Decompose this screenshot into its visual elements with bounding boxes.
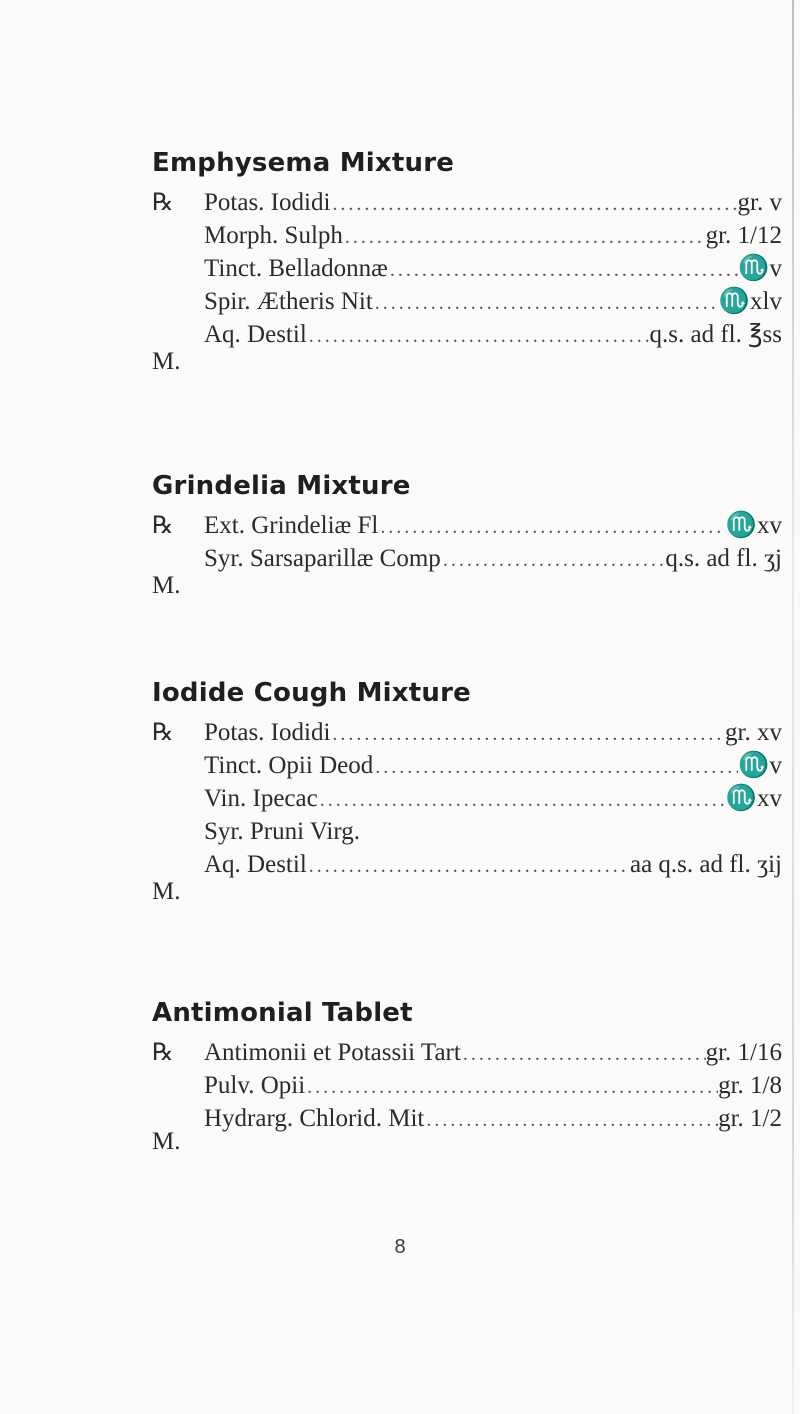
ingredient-line — [152, 219, 782, 252]
ingredient-dose: q.s. ad fl. ʒj — [665, 545, 782, 572]
ingredient-name: Tinct. Belladonnæ — [204, 255, 388, 282]
ingredient-name: Antimonii et Potassii Tart — [204, 1039, 461, 1066]
dot-leader — [373, 287, 719, 318]
ingredient-dose: gr. v — [737, 189, 782, 216]
dot-leader — [330, 188, 737, 219]
prescription-symbol: ℞ — [152, 188, 174, 216]
ingredient-dose: ♏xlv — [718, 288, 782, 315]
ingredient-line — [152, 848, 782, 881]
formula-iodide-cough-mixture — [152, 676, 782, 908]
prescription-symbol: ℞ — [152, 1038, 174, 1066]
ingredient-name: Spir. Ætheris Nit — [204, 288, 373, 315]
dot-leader — [318, 784, 726, 815]
ingredient-line — [152, 815, 782, 848]
ingredient-line — [152, 542, 782, 575]
formula-emphysema-mixture — [152, 146, 782, 378]
dot-leader — [373, 751, 738, 782]
ingredient-dose: gr. 1/8 — [718, 1072, 782, 1099]
dot-leader — [330, 718, 725, 749]
dot-leader — [461, 1038, 706, 1069]
formula-title: Grindelia Mixture — [152, 471, 411, 501]
ingredient-line — [152, 1102, 782, 1135]
ingredient-dose: gr. 1/12 — [705, 222, 782, 249]
misce-instruction: M. — [152, 1128, 181, 1155]
ingredient-line — [152, 285, 782, 318]
misce-instruction: M. — [152, 878, 181, 905]
ingredient-dose: gr. 1/2 — [718, 1105, 782, 1132]
ingredient-name: Potas. Iodidi — [204, 189, 331, 216]
dot-leader — [307, 850, 630, 881]
ingredient-name: Tinct. Opii Deod — [204, 752, 374, 779]
ingredient-line — [152, 1069, 782, 1102]
formula-antimonial-tablet — [152, 996, 782, 1158]
dot-leader — [307, 320, 650, 351]
ingredient-line — [152, 716, 782, 749]
page-number: 8 — [394, 1236, 406, 1258]
ingredient-dose: ♏xv — [725, 785, 782, 812]
ingredient-dose: ♏v — [738, 752, 782, 779]
ingredient-line — [152, 252, 782, 285]
ingredient-name: Hydrarg. Chlorid. Mit — [204, 1105, 425, 1132]
ingredient-name: Morph. Sulph — [204, 222, 343, 249]
ingredient-name: Syr. Sarsaparillæ Comp — [204, 545, 441, 572]
ingredient-name: Ext. Grindeliæ Fl — [204, 512, 379, 539]
ingredient-dose: ♏v — [738, 255, 782, 282]
ingredient-dose: q.s. ad fl. ℥ss — [649, 321, 782, 348]
dot-leader — [441, 544, 666, 575]
ingredient-name: Potas. Iodidi — [204, 719, 331, 746]
ingredient-name: Syr. Pruni Virg. — [204, 818, 360, 845]
formula-title: Emphysema Mixture — [152, 148, 455, 178]
ingredient-dose: ♏xv — [725, 512, 782, 539]
ingredient-name: Aq. Destil — [204, 321, 307, 348]
ingredient-line — [152, 1036, 782, 1069]
ingredient-dose: gr. 1/16 — [705, 1039, 782, 1066]
misce-instruction: M. — [152, 572, 181, 599]
dot-leader — [343, 221, 706, 252]
dot-leader — [424, 1104, 718, 1135]
ingredient-name: Vin. Ipecac — [204, 785, 318, 812]
formula-title: Antimonial Tablet — [152, 998, 413, 1028]
ingredient-name: Aq. Destil — [204, 851, 307, 878]
ingredient-line — [152, 509, 782, 542]
formula-grindelia-mixture — [152, 469, 782, 602]
prescription-symbol: ℞ — [152, 511, 174, 539]
misce-instruction: M. — [152, 348, 181, 375]
ingredient-dose: gr. xv — [725, 719, 782, 746]
ingredient-name: Pulv. Opii — [204, 1072, 306, 1099]
prescription-symbol: ℞ — [152, 718, 174, 746]
ingredient-line — [152, 749, 782, 782]
ingredient-line — [152, 186, 782, 219]
dot-leader — [388, 254, 739, 285]
dot-leader — [378, 511, 726, 542]
page-edge-shadow — [792, 0, 794, 1414]
ingredient-dose: aa q.s. ad fl. ʒij — [629, 851, 782, 878]
formula-title: Iodide Cough Mixture — [152, 678, 471, 708]
dot-leader — [305, 1071, 718, 1102]
ingredient-line — [152, 782, 782, 815]
ingredient-line — [152, 318, 782, 351]
